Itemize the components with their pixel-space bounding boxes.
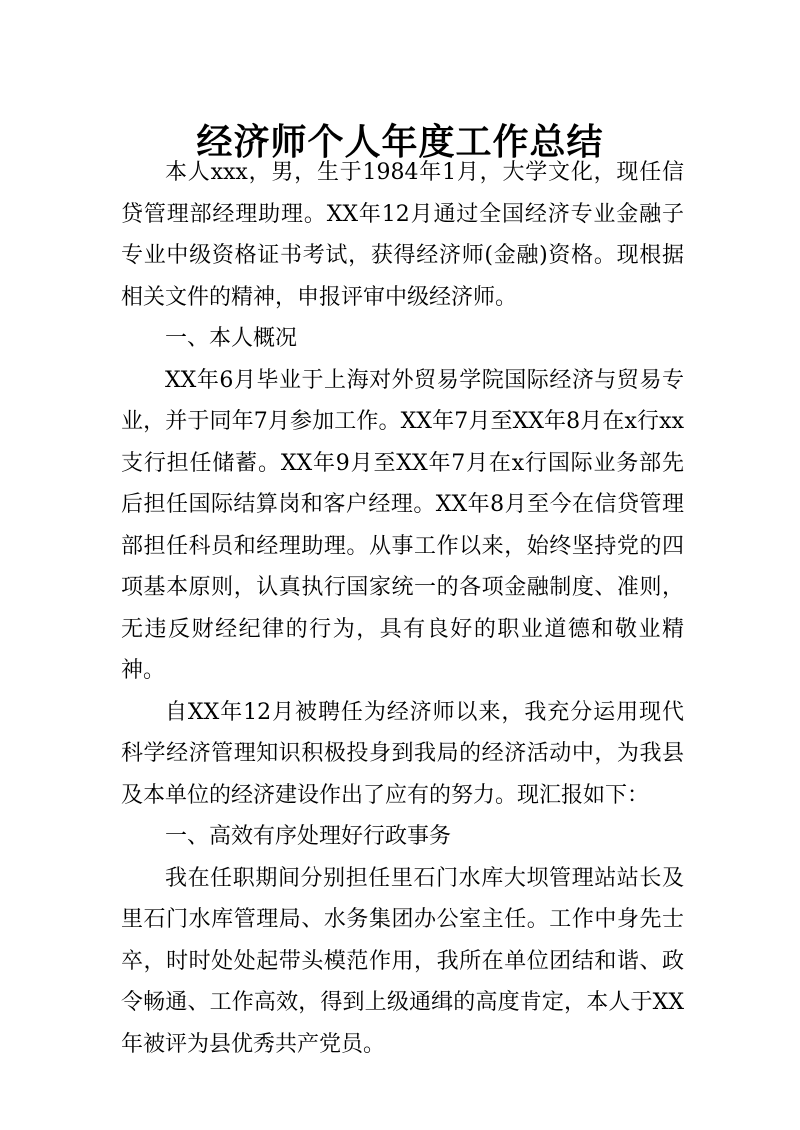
section-heading-admin: 一、高效有序处理好行政事务 (165, 824, 452, 849)
document-body (121, 152, 684, 1065)
paragraph-intro: 本人xxx，男，生于1984年1月，大学文化，现任信贷管理部经理助理。XX年12月通过全国经济专业金融子专业中级资格证书考试，获得经济师(金融)资格。现根据相关文件的精神，申报评审中级经济师。 (121, 160, 684, 310)
section-heading-overview: 一、本人概况 (165, 326, 298, 351)
document-title: 经济师个人年度工作总结 (196, 121, 604, 164)
paragraph-career: XX年6月毕业于上海对外贸易学院国际经济与贸易专业，并于同年7月参加工作。XX年7月至XX年8月在x行xx支行担任储蓄。XX年9月至XX年7月在x行国际业务部先后担任国际结算岗和客户经理。XX年8月至今在信贷管理部担任科员和经理助理。从事工作以来，始终坚持党的四项基本原则，认真执行国家统一的各项金融制度、准则，无违反财经纪律的行为，具有良好的职业道德和敬业精神。 (121, 367, 684, 683)
paragraph-summary: 自XX年12月被聘任为经济师以来，我充分运用现代科学经济管理知识积极投身到我局的经济活动中，为我县及本单位的经济建设作出了应有的努力。现汇报如下： (121, 699, 684, 808)
paragraph-admin: 我在任职期间分别担任里石门水库大坝管理站站长及里石门水库管理局、水务集团办公室主任。工作中身先士卒，时时处处起带头模范作用，我所在单位团结和谐、政令畅通、工作高效，得到上级通缉的高度肯定，本人于XX年被评为县优秀共产党员。 (121, 865, 684, 1057)
